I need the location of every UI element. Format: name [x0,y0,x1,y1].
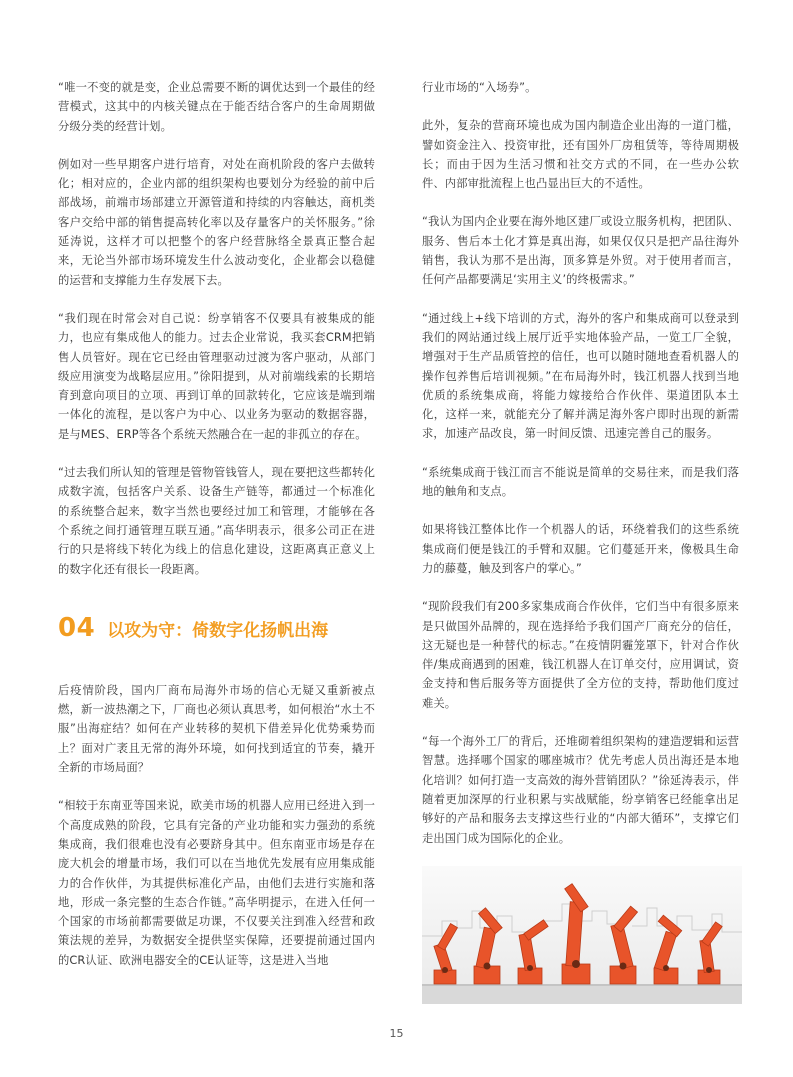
paragraph: “我们现在时常会对自己说：纷享销客不仅要具有被集成的能力，也应有集成他人的能力。过去企业常说，我买套CRM把销售人员管好。现在它已经由管理驱动过渡为客户驱动，从部门级应用演变为战略层应用。”徐阳提到，从对前端线索的长期培育到意向项目的立项、再到订单的回款转化，它应该是端到端一体化的流程，是以客户为中心、以业务为驱动的数据容器，是与MES、ERP等各个系统天然融合在一起的非孤立的存在。 [58,311,375,441]
paragraph: “每一个海外工厂的背后，还堆砌着组织架构的建造逻辑和运营智慧。选择哪个国家的哪座城市？优先考虑人员出海还是本地化培训？如何打造一支高效的海外营销团队？”徐延涛表示，伴随着更加深厚的行业积累与实战赋能，纷享销客已经能拿出足够好的产品和服务去支撑这些行业的“内部大循环”，支撑它们走出国门成为国际化的企业。 [422,735,739,845]
paragraph: “过去我们所认知的管理是管物管钱管人，现在要把这些都转化成数字流，包括客户关系、设备生产链等，都通过一个标准化的系统整合起来，数字当然也要经过加工和管理，才能够在各个系统之间打通管理互联互通。”高华明表示，很多公司正在进行的只是将线下转化为线上的信息化建设，这距离真正意义上的数字化还有很长一段距离。 [58,466,375,576]
paragraph: “唯一不变的就是变，企业总需要不断的调优达到一个最佳的经营模式，这其中的内核关键点在于能否结合客户的生命周期做分级分类的经营计划。 [58,81,375,133]
industrial-robot-arms-photo [422,866,742,1004]
left-column [58,78,375,989]
section-number: 04 [58,612,96,643]
right-column [422,78,739,1004]
page-number: 15 [389,1027,404,1040]
paragraph: 此外，复杂的营商环境也成为国内制造企业出海的一道门槛，譬如资金注入、投资审批，还有国外厂房租赁等，等待周期极长；而由于因为生活习惯和社交方式的不同，在一些办公软件、内部审批流程上也凸显出巨大的不适性。 [422,119,739,191]
paragraph: “我认为国内企业要在海外地区建厂或设立服务机构，把团队、服务、售后本土化才算是真出海，如果仅仅只是把产品往海外销售，我认为那不是出海，顶多算是外贸。对于使用者而言，任何产品都要满足‘实用主义’的终极需求。” [422,215,739,287]
section-title: 以攻为守：倚数字化扬帆出海 [107,620,329,641]
paragraph: 如果将钱江整体比作一个机器人的话，环绕着我们的这些系统集成商们便是钱江的手臂和双腿。它们蔓延开来，像极具生命力的藤蔓，触及到客户的掌心。” [422,523,739,575]
paragraph: “通过线上+线下培训的方式，海外的客户和集成商可以登录到我们的网站通过线上展厅近乎实地体验产品，一览工厂全貌，增强对于生产品质管控的信任，也可以随时随地查看机器人的操作包养售后培训视频。”在布局海外时，钱江机器人找到当地优质的系统集成商，将能力嫁接给合作伙伴、渠道团队本土化，这样一来，就能充分了解并满足海外客户即时出现的新需求，加速产品改良，第一时间反馈、迅速完善自己的服务。 [422,311,739,441]
section-heading [58,613,375,643]
paragraph: “现阶段我们有200多家集成商合作伙伴，它们当中有很多原来是只做国外品牌的，现在选择给予我们国产厂商充分的信任，这无疑也是一种替代的标志。”在疫情阴霾笼罩下，针对合作伙伴/集成商遇到的困难，钱江机器人在订单交付，应用调试，资金支持和售后服务等方面提供了全方位的支持，帮助他们度过难关。 [422,600,739,710]
paragraph: 后疫情阶段，国内厂商布局海外市场的信心无疑又重新被点燃，新一波热潮之下，厂商也必须认真思考，如何根治“水土不服”出海症结？如何在产业转移的契机下借差异化优势乘势而上？面对广袤且无常的海外环境，如何找到适宜的节奏，撬开全新的市场局面？ [58,683,375,775]
paragraph: 例如对一些早期客户进行培育，对处在商机阶段的客户去做转化；相对应的，企业内部的组织架构也要划分为经验的前中后部战场，前端市场部建立开源管道和持续的内容触达，商机类客户交给中部的销售提高转化率以及存量客户的关怀服务。”徐延涛说，这样才可以把整个的客户经营脉络全景真正整合起来，无论当外部市场环境发生什么波动变化，企业都会以稳健的运营和支撑能力生存发展下去。 [58,157,375,287]
paragraph: “相较于东南亚等国来说，欧美市场的机器人应用已经进入到一个高度成熟的阶段，它具有完备的产业功能和实力强劲的系统集成商，我们很难也没有必要跻身其中。但东南亚市场是存在庞大机会的增量市场，我们可以在当地优先发展有应用集成能力的合作伙伴，为其提供标准化产品，由他们去进行实施和落地，形成一条完整的生态合作链。”高华明提示，在进入任何一个国家的市场前都需要做足功课，不仅要关注到准入经营和政策法规的差异，为数据安全提供坚实保障，还要提前通过国内的CR认证、欧洲电器安全的CE认证等，这是进入当地 [58,799,375,967]
paragraph: 行业市场的“入场券”。 [422,81,537,94]
paragraph: “系统集成商于钱江而言不能说是简单的交易往来，而是我们落地的触角和支点。 [422,465,739,499]
